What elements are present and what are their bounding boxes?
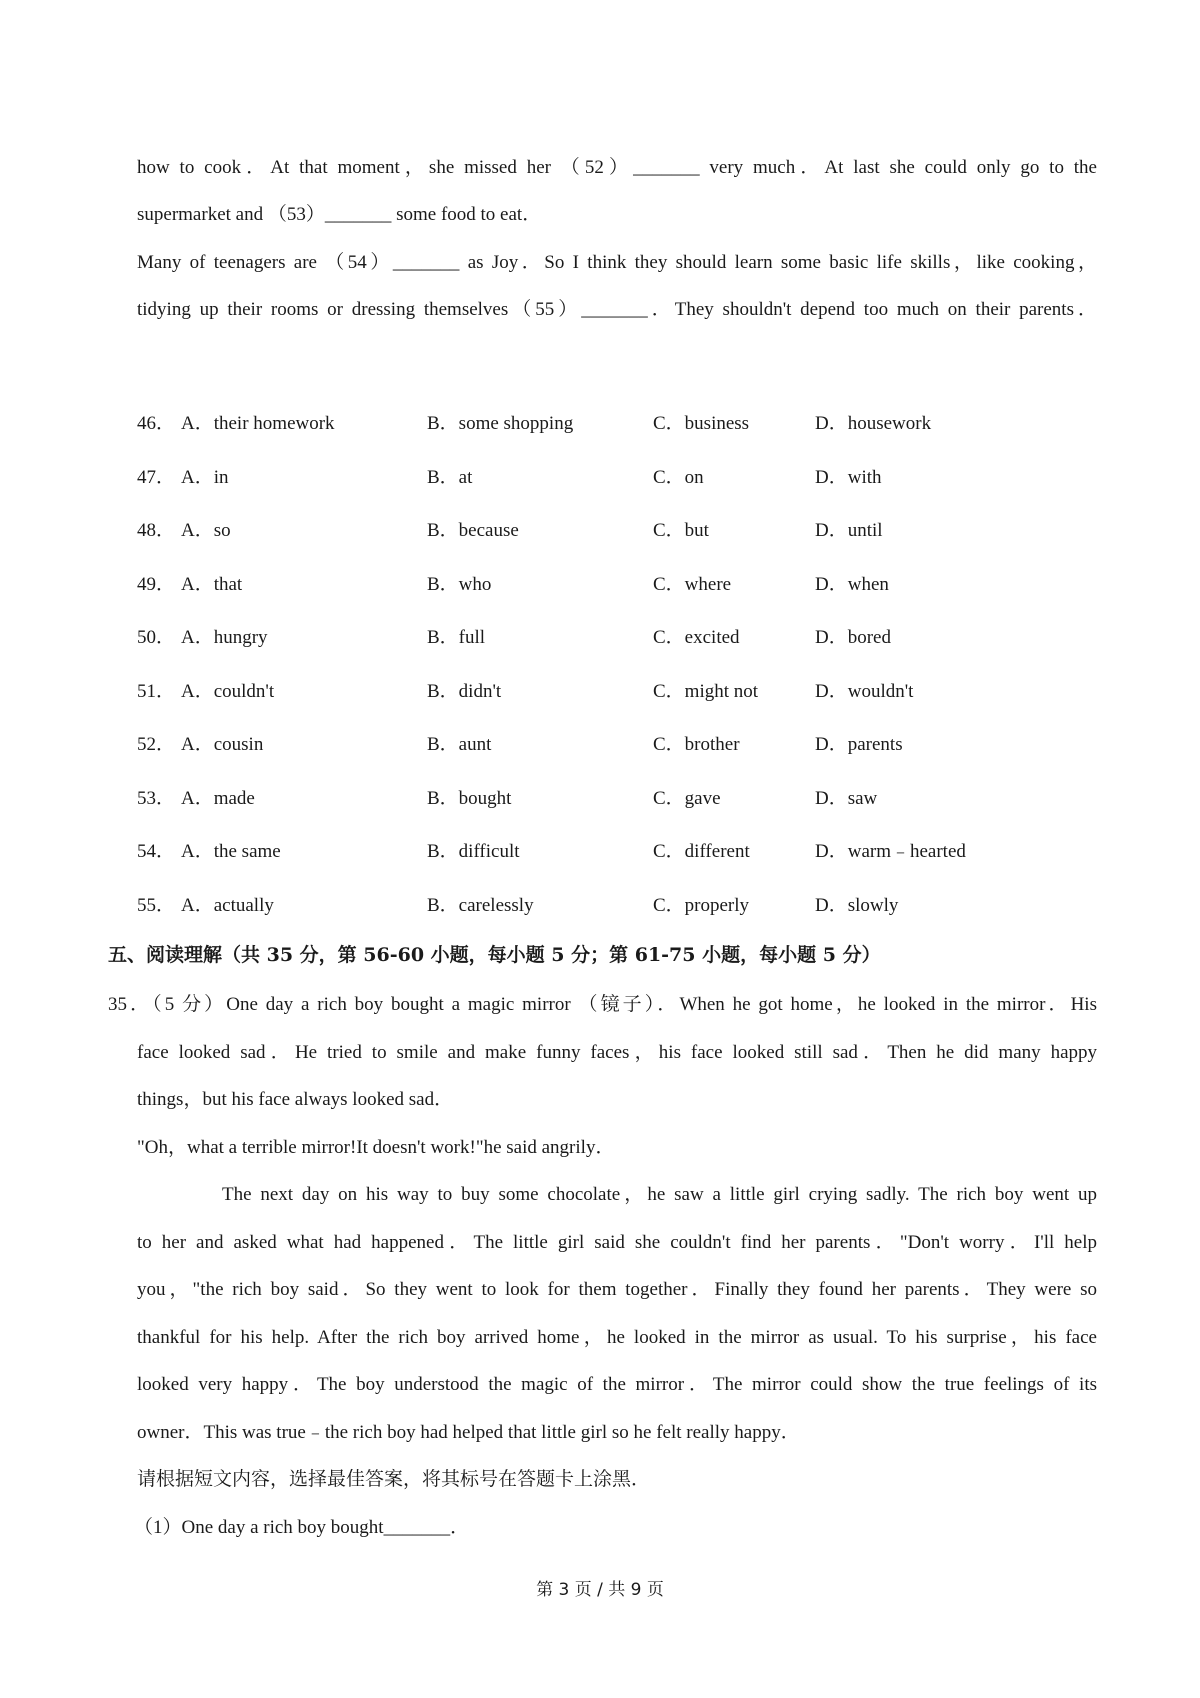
sub-question-1: （1）One day a rich boy bought_______． bbox=[134, 1517, 470, 1538]
option-c: C．brother bbox=[653, 734, 740, 755]
option-b: B．bought bbox=[427, 788, 512, 809]
option-a: A．that bbox=[181, 574, 243, 595]
question-46-options bbox=[137, 411, 1077, 437]
option-d: D．slowly bbox=[815, 895, 899, 916]
reading-line-6: you，"the rich boy said．So they went to look for them together．Finally they found her parents．They were so bbox=[137, 1279, 1097, 1300]
option-c: C．gave bbox=[653, 788, 721, 809]
passage-line-1: how to cook．At that moment，she missed her （52）_______ very much．At last she could only go to the bbox=[137, 157, 1097, 178]
question-number: 47． bbox=[137, 467, 176, 488]
reading-line-1: face looked sad．He tried to smile and make funny faces，his face looked still sad．Then he did many happy bbox=[137, 1042, 1097, 1063]
option-d: D．saw bbox=[815, 788, 878, 809]
question-47-options bbox=[137, 465, 1077, 491]
question-51-options bbox=[137, 679, 1077, 705]
option-d: D．wouldn't bbox=[815, 681, 914, 702]
option-c: C．might not bbox=[653, 681, 759, 702]
option-d: D．with bbox=[815, 467, 882, 488]
reading-question-line: 35．（5 分）One day a rich boy bought a magic mirror （镜子）．When he got home，he looked in the mirror．His bbox=[108, 994, 1097, 1015]
option-a: A．cousin bbox=[181, 734, 264, 755]
question-number: 46． bbox=[137, 413, 176, 434]
option-a: A．made bbox=[181, 788, 255, 809]
option-b: B．at bbox=[427, 467, 473, 488]
question-number: 48． bbox=[137, 520, 176, 541]
option-d: D．warm﹣hearted bbox=[815, 841, 966, 862]
option-c: C．properly bbox=[653, 895, 750, 916]
option-b: B．who bbox=[427, 574, 492, 595]
option-b: B．some shopping bbox=[427, 413, 574, 434]
option-b: B．difficult bbox=[427, 841, 520, 862]
option-a: A．their homework bbox=[181, 413, 335, 434]
question-number: 50． bbox=[137, 627, 176, 648]
option-d: D．housework bbox=[815, 413, 932, 434]
reading-line-8: looked very happy．The boy understood the magic of the mirror．The mirror could show the true feelings of its bbox=[137, 1374, 1097, 1395]
passage-line-3: Many of teenagers are （54）_______ as Joy．So I think they should learn some basic life skills，like cooking， bbox=[137, 252, 1097, 273]
option-c: C．but bbox=[653, 520, 709, 541]
option-d: D．until bbox=[815, 520, 883, 541]
option-c: C．business bbox=[653, 413, 750, 434]
page-footer: 第 3 页 / 共 9 页 bbox=[536, 1580, 664, 1600]
option-c: C．where bbox=[653, 574, 732, 595]
question-49-options bbox=[137, 572, 1077, 598]
option-c: C．on bbox=[653, 467, 704, 488]
question-50-options bbox=[137, 625, 1077, 651]
section-title: 五、阅读理解（共 35 分，第 56-60 小题，每小题 5 分；第 61-75 小题，每小题 5 分） bbox=[108, 944, 881, 966]
question-number: 53． bbox=[137, 788, 176, 809]
reading-line-7: thankful for his help. After the rich boy arrived home，he looked in the mirror as usual. To his surprise，his face bbox=[137, 1327, 1097, 1348]
reading-line-3: "Oh，what a terrible mirror!It doesn't work!"he said angrily． bbox=[137, 1137, 615, 1158]
option-c: C．different bbox=[653, 841, 750, 862]
reading-line-5: to her and asked what had happened．The little girl said she couldn't find her parents．"Don't worry．I'll help bbox=[137, 1232, 1097, 1253]
option-b: B．full bbox=[427, 627, 486, 648]
passage-line-2: supermarket and （53）_______ some food to eat． bbox=[137, 204, 542, 225]
reading-instruction: 请根据短文内容，选择最佳答案，将其标号在答题卡上涂黑． bbox=[137, 1469, 651, 1490]
question-number: 51． bbox=[137, 681, 176, 702]
question-53-options bbox=[137, 786, 1077, 812]
option-d: D．parents bbox=[815, 734, 903, 755]
question-number: 49． bbox=[137, 574, 176, 595]
question-54-options bbox=[137, 839, 1077, 865]
option-c: C．excited bbox=[653, 627, 740, 648]
option-b: B．carelessly bbox=[427, 895, 534, 916]
passage-line-4: tidying up their rooms or dressing themselves（55）_______．They shouldn't depend too much on their parents． bbox=[137, 299, 1097, 320]
option-a: A．in bbox=[181, 467, 229, 488]
question-number: 55． bbox=[137, 895, 176, 916]
question-48-options bbox=[137, 518, 1077, 544]
option-b: B．didn't bbox=[427, 681, 502, 702]
reading-line-4: The next day on his way to buy some chocolate，he saw a little girl crying sadly. The rich boy went up bbox=[222, 1184, 1097, 1205]
question-52-options bbox=[137, 732, 1077, 758]
option-a: A．actually bbox=[181, 895, 274, 916]
option-a: A．couldn't bbox=[181, 681, 275, 702]
reading-line-9: owner．This was true﹣the rich boy had helped that little girl so he felt really happy． bbox=[137, 1422, 800, 1443]
option-b: B．aunt bbox=[427, 734, 492, 755]
option-a: A．hungry bbox=[181, 627, 268, 648]
option-d: D．when bbox=[815, 574, 889, 595]
option-b: B．because bbox=[427, 520, 519, 541]
reading-line-2: things，but his face always looked sad． bbox=[137, 1089, 454, 1110]
option-a: A．so bbox=[181, 520, 231, 541]
question-number: 54． bbox=[137, 841, 176, 862]
question-number: 52． bbox=[137, 734, 176, 755]
option-a: A．the same bbox=[181, 841, 281, 862]
question-55-options bbox=[137, 893, 1077, 919]
option-d: D．bored bbox=[815, 627, 891, 648]
